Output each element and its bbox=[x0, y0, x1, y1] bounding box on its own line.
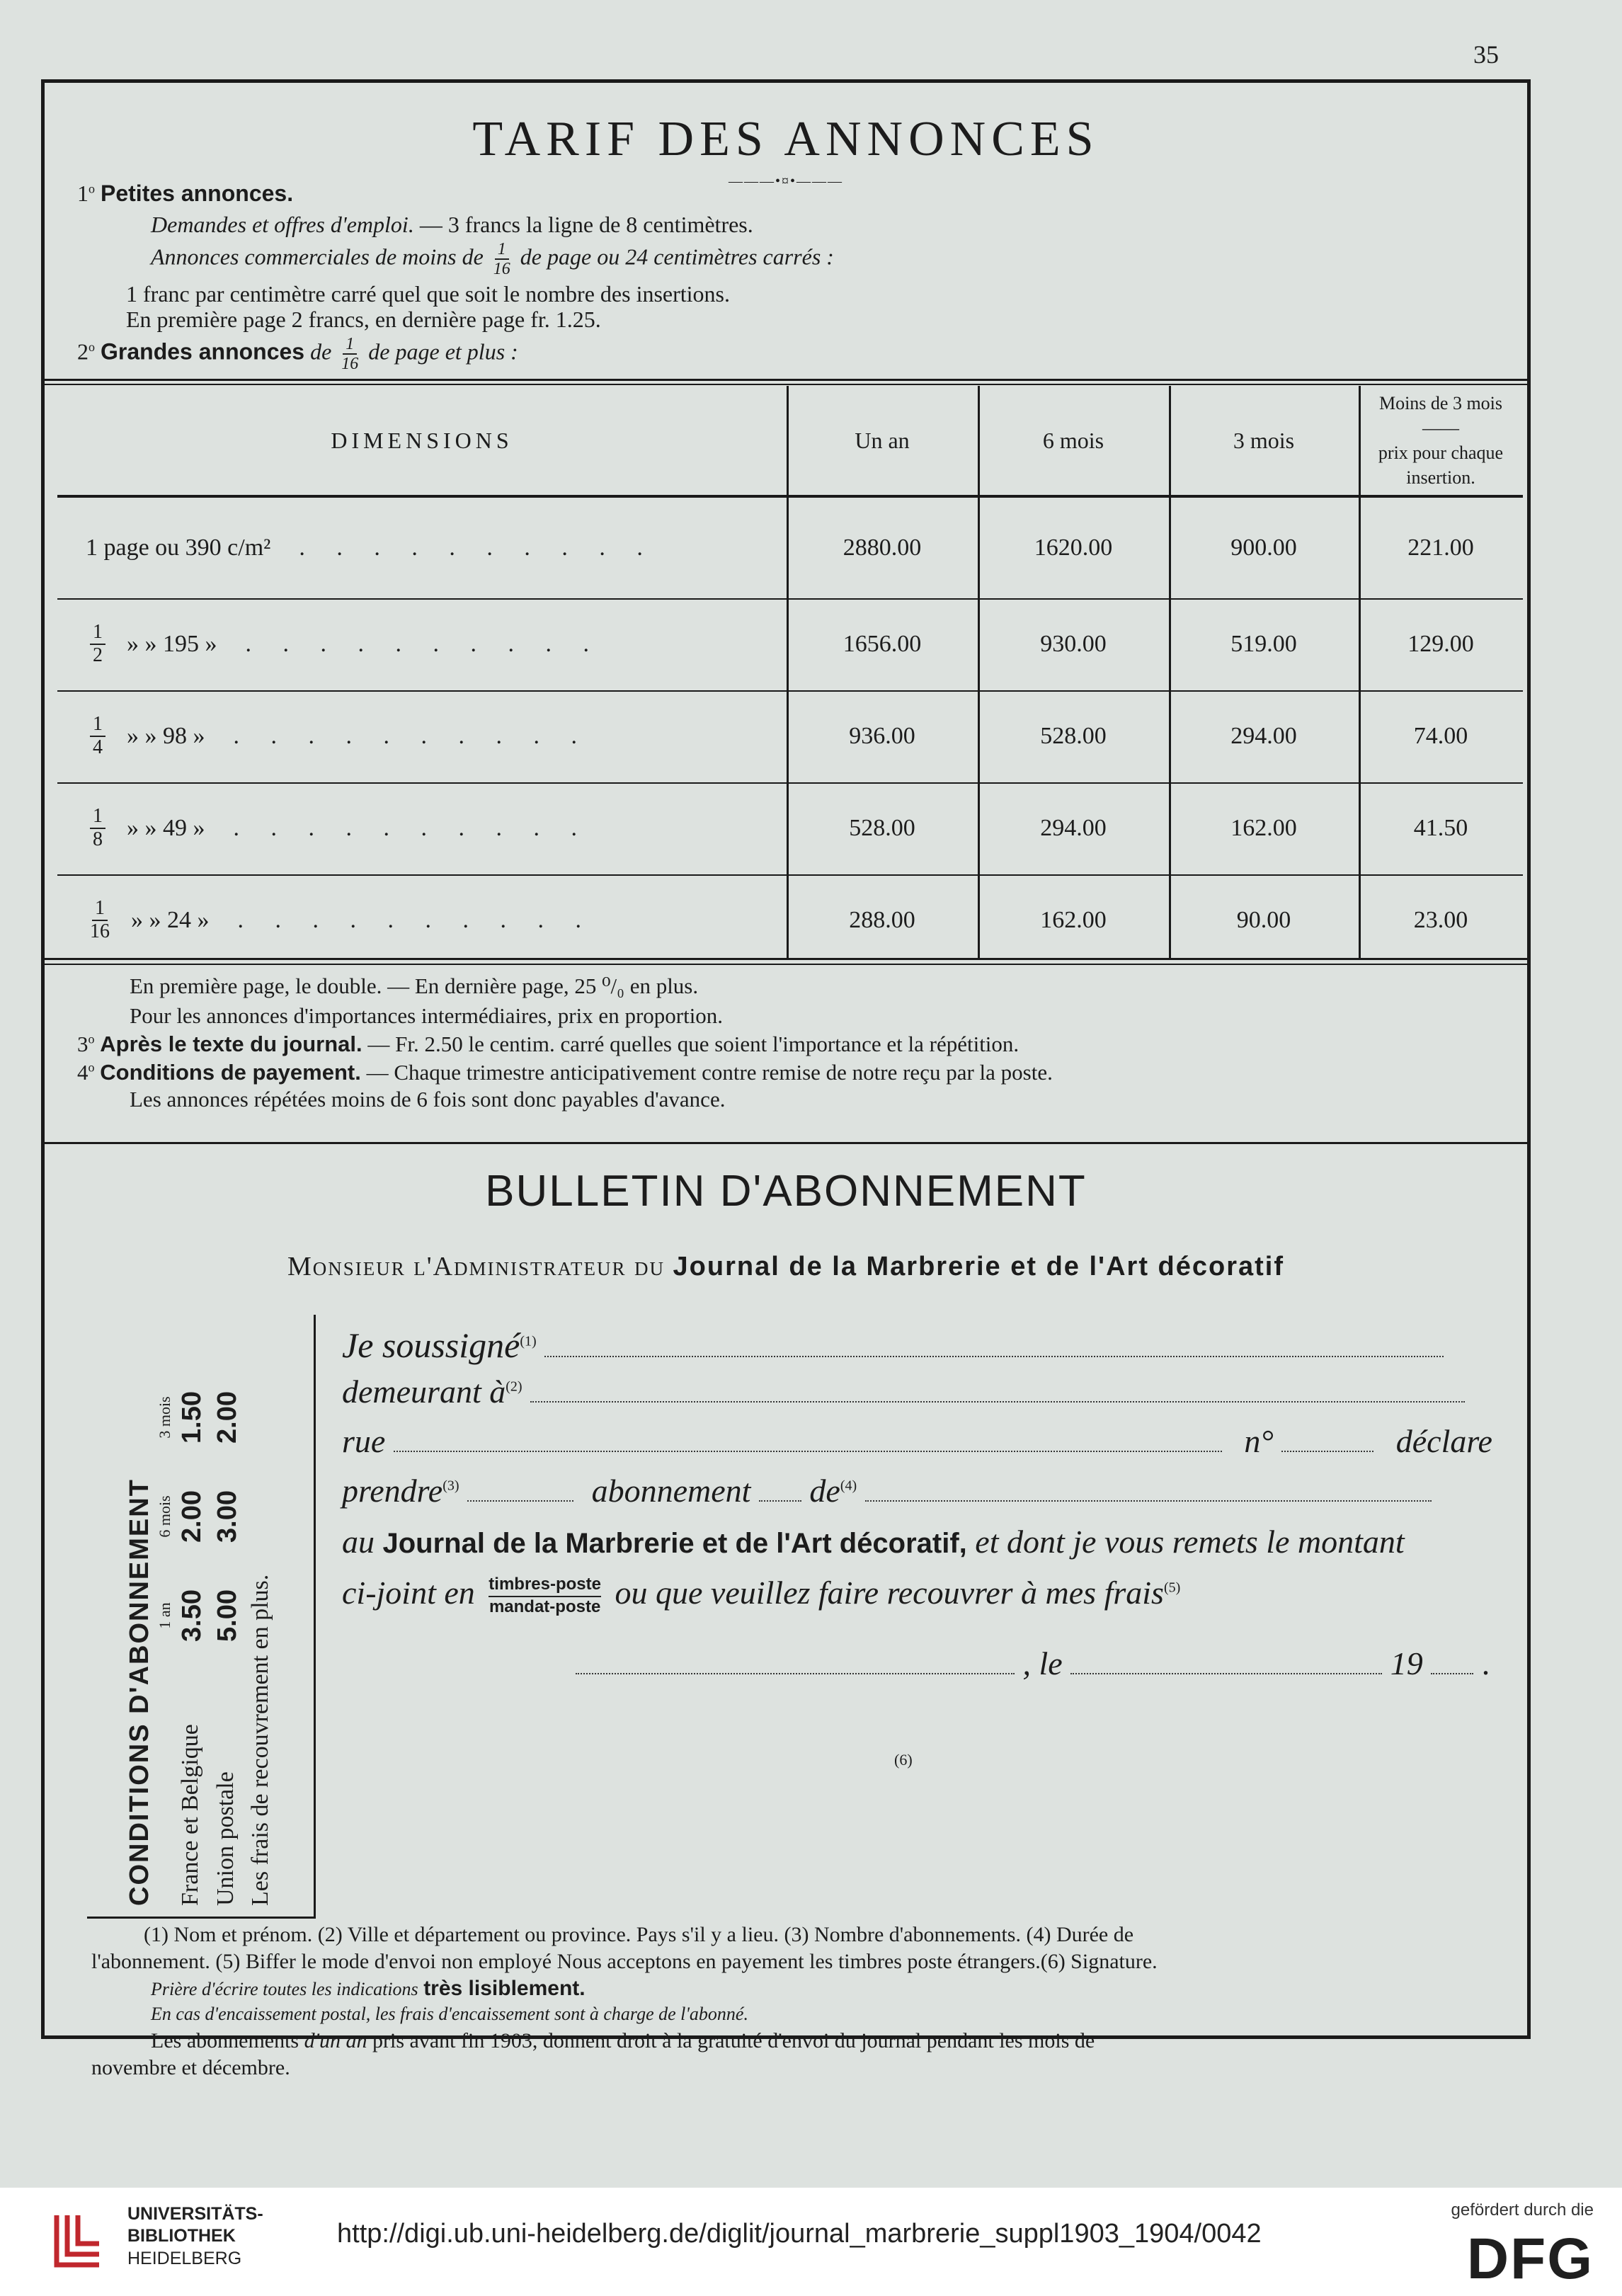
footnote-3: Prière d'écrire toutes les indications très lisiblement. bbox=[151, 1977, 586, 2000]
row-dimension: $\frac{1}{4}$ » » 98 » . . . . . . . . . . bbox=[57, 690, 787, 782]
form-line-soussigne: Je soussigné$^{(1)}$ bbox=[342, 1325, 1444, 1366]
signature-marker: (6) bbox=[894, 1751, 913, 1769]
conditions-title: CONDITIONS D'ABONNEMENT bbox=[124, 1478, 154, 1906]
cell-3-mois: 90.00 bbox=[1236, 907, 1291, 933]
form-line-rue: rue n° déclare bbox=[342, 1423, 1492, 1459]
row-fraction: $\frac{1}{16}$ bbox=[90, 897, 110, 942]
form-line-demeurant: demeurant $à^{(2)}$ bbox=[342, 1373, 1465, 1410]
row-fraction: $\frac{1}{8}$ bbox=[90, 806, 105, 851]
page-number: 35 bbox=[1473, 40, 1499, 69]
petites-heading: 1$^o$ Petites annonces. bbox=[77, 181, 294, 206]
cell-un-an: 288.00 bbox=[849, 907, 915, 933]
cell-un-an: 936.00 bbox=[849, 723, 915, 749]
conditions-row-france-belgique: France et Belgique 3.50 2.00 1.50 bbox=[177, 1391, 207, 1906]
form-line-cijoint: ci-joint en timbres-poste mandat-poste ou que veuillez faire recouvrer à mes frais$^{(5)}$ bbox=[342, 1575, 1181, 1617]
dfg-logo: DFG bbox=[1466, 2227, 1594, 2291]
demandes-line: Demandes et offres d'emploi. — 3 francs la ligne de 8 centimètres. bbox=[151, 212, 753, 237]
funding-note: gefördert durch die bbox=[1451, 2200, 1594, 2220]
form-line-journal: au Journal de la Marbrerie et de l'Art décoratif, et dont je vous remets le montant bbox=[342, 1524, 1405, 1560]
cell-un-an: 528.00 bbox=[849, 815, 915, 841]
cell-6-mois: 528.00 bbox=[1040, 723, 1107, 749]
footnote-4: En cas d'encaissement postal, les frais d'encaissement sont à charge de l'abonné. bbox=[151, 2004, 748, 2024]
page-frame bbox=[41, 79, 1531, 2079]
mode-envoi-choice[interactable]: timbres-poste mandat-poste bbox=[489, 1575, 601, 1617]
input-date[interactable] bbox=[1070, 1659, 1382, 1674]
row-fraction: $\frac{1}{4}$ bbox=[90, 714, 105, 759]
conditions-header: 1 an 6 mois 3 mois bbox=[155, 1396, 173, 1629]
tarif-title: TARIF DES ANNONCES bbox=[472, 112, 1100, 166]
bulletin-addressee: Monsieur l'Administrateur du Journal de la Marbrerie et de l'Art décoratif bbox=[287, 1252, 1285, 1281]
row-dimension: $\frac{1}{16}$ » » 24 » . . . . . . . . . . bbox=[90, 897, 594, 942]
table-top-rule-2 bbox=[45, 384, 1527, 385]
note-repetees: Les annonces répétées moins de 6 fois sont donc payables d'avance. bbox=[130, 1087, 726, 1112]
note-apres-texte: 3$^o$ Après le texte du journal. — Fr. 2.50 le centim. carré quelles que soient l'importance et la répétition. bbox=[77, 1032, 1020, 1056]
section-rule bbox=[45, 1142, 1527, 1144]
cell-3-mois: 519.00 bbox=[1230, 631, 1297, 657]
cell-moins: 23.00 bbox=[1413, 907, 1468, 933]
source-url-link[interactable]: http://digi.ub.uni-heidelberg.de/diglit/journal_marbrerie_suppl1903_1904/0042 bbox=[337, 2219, 1262, 2249]
header-3-mois: 3 mois bbox=[1233, 427, 1295, 453]
premiere-line: En première page 2 francs, en dernière page fr. 1.25. bbox=[126, 307, 601, 332]
grandes-heading: 2$^o$ Grandes annonces de $\frac{1}{16}$ de page et plus : bbox=[77, 335, 518, 374]
row-dimension: 1 page ou 390 c/m² . . . . . . . . . . bbox=[86, 535, 656, 561]
note-premiere: En première page, le double. — En dernière page, 25 ⁰/₀ en plus. bbox=[130, 973, 699, 998]
fraction-1-16: $\frac{1}{16}$ bbox=[493, 240, 510, 279]
row-fraction: $\frac{1}{2}$ bbox=[90, 622, 105, 667]
header-rule bbox=[57, 495, 1523, 498]
note-conditions-payement: 4$^o$ Conditions de payement. — Chaque trimestre anticipativement contre remise de notre reçu par la poste. bbox=[77, 1060, 1053, 1085]
franc-line: 1 franc par centimètre carré quel que soit le nombre des insertions. bbox=[126, 281, 730, 307]
cell-un-an: 2880.00 bbox=[843, 535, 922, 561]
tarif-table bbox=[57, 386, 1523, 958]
fraction-1-16: $\frac{1}{16}$ bbox=[341, 335, 359, 374]
conditions-abonnement-box bbox=[87, 1315, 316, 1919]
table-bottom-rule bbox=[45, 958, 1527, 960]
cell-3-mois: 162.00 bbox=[1230, 815, 1297, 841]
cell-3-mois: 294.00 bbox=[1230, 723, 1297, 749]
form-line-prendre: prendre$^{(3)}$ abonnement $de^{(4)}$ bbox=[342, 1472, 1432, 1509]
footnote-1: (1) Nom et prénom. (2) Ville et département ou province. Pays s'il y a lieu. (3) Nombre d'abonnements. (4) Durée de bbox=[144, 1923, 1134, 1946]
commerciales-line: Annonces commerciales de moins de $\frac{1}{16}$ de page ou 24 centimètres carrés : bbox=[151, 240, 834, 279]
footnote-5: Les abonnements d'un an pris avant fin 1903, donnent droit à la gratuité d'envoi du journal pendant les mois de bbox=[151, 2029, 1095, 2052]
cell-6-mois: 1620.00 bbox=[1034, 535, 1113, 561]
row-dimension: $\frac{1}{2}$ » » 195 » . . . . . . . . . . bbox=[57, 598, 787, 690]
input-lieu[interactable] bbox=[576, 1659, 1015, 1674]
cell-6-mois: 930.00 bbox=[1040, 631, 1107, 657]
input-numero[interactable] bbox=[1281, 1437, 1373, 1452]
cell-6-mois: 162.00 bbox=[1040, 907, 1107, 933]
input-nombre-abonnements[interactable] bbox=[467, 1486, 573, 1502]
header-6-mois: 6 mois bbox=[1042, 427, 1104, 453]
row-dimension: $\frac{1}{8}$ » » 49 » . . . . . . . . . . bbox=[57, 782, 787, 874]
conditions-frais: Les frais de recouvrement en plus. bbox=[247, 1574, 274, 1906]
input-rue[interactable] bbox=[394, 1437, 1222, 1452]
title-ornament: ———•¤•——— bbox=[728, 173, 843, 189]
header-un-an: Un an bbox=[855, 427, 910, 453]
bulletin-title: BULLETIN D'ABONNEMENT bbox=[485, 1167, 1087, 1216]
cell-un-an: 1656.00 bbox=[843, 631, 922, 657]
cell-6-mois: 294.00 bbox=[1040, 815, 1107, 841]
viewer-footer bbox=[0, 2188, 1622, 2296]
university-library-name: UNIVERSITÄTS- BIBLIOTHEK HEIDELBERG bbox=[127, 2204, 263, 2268]
footnote-2: l'abonnement. (5) Biffer le mode d'envoi non employé Nous acceptons en payement les timbres poste étrangers.(6) Signature. bbox=[91, 1950, 1158, 1973]
table-bottom-rule-2 bbox=[45, 964, 1527, 965]
conditions-row-union-postale: Union postale 5.00 3.00 2.00 bbox=[212, 1391, 242, 1906]
form-line-date: , le 19 . bbox=[576, 1645, 1490, 1682]
header-dimensions: DIMENSIONS bbox=[331, 427, 513, 453]
cell-3-mois: 900.00 bbox=[1230, 535, 1297, 561]
university-library-logo-icon bbox=[42, 2205, 113, 2275]
footnote-6: novembre et décembre. bbox=[91, 2056, 290, 2079]
input-nom[interactable] bbox=[544, 1342, 1444, 1357]
cell-moins: 221.00 bbox=[1407, 535, 1474, 561]
table-top-rule bbox=[45, 379, 1527, 381]
cell-moins: 74.00 bbox=[1413, 723, 1468, 749]
cell-moins: 129.00 bbox=[1407, 631, 1474, 657]
input-duree[interactable] bbox=[865, 1486, 1432, 1502]
note-intermediaires: Pour les annonces d'importances intermédiaires, prix en proportion. bbox=[130, 1003, 724, 1028]
input-annee[interactable] bbox=[1431, 1659, 1473, 1674]
header-moins-3-mois: Moins de 3 mois —— prix pour chaque insertion. bbox=[1378, 392, 1504, 489]
cell-moins: 41.50 bbox=[1413, 815, 1468, 841]
input-ville[interactable] bbox=[530, 1387, 1465, 1403]
